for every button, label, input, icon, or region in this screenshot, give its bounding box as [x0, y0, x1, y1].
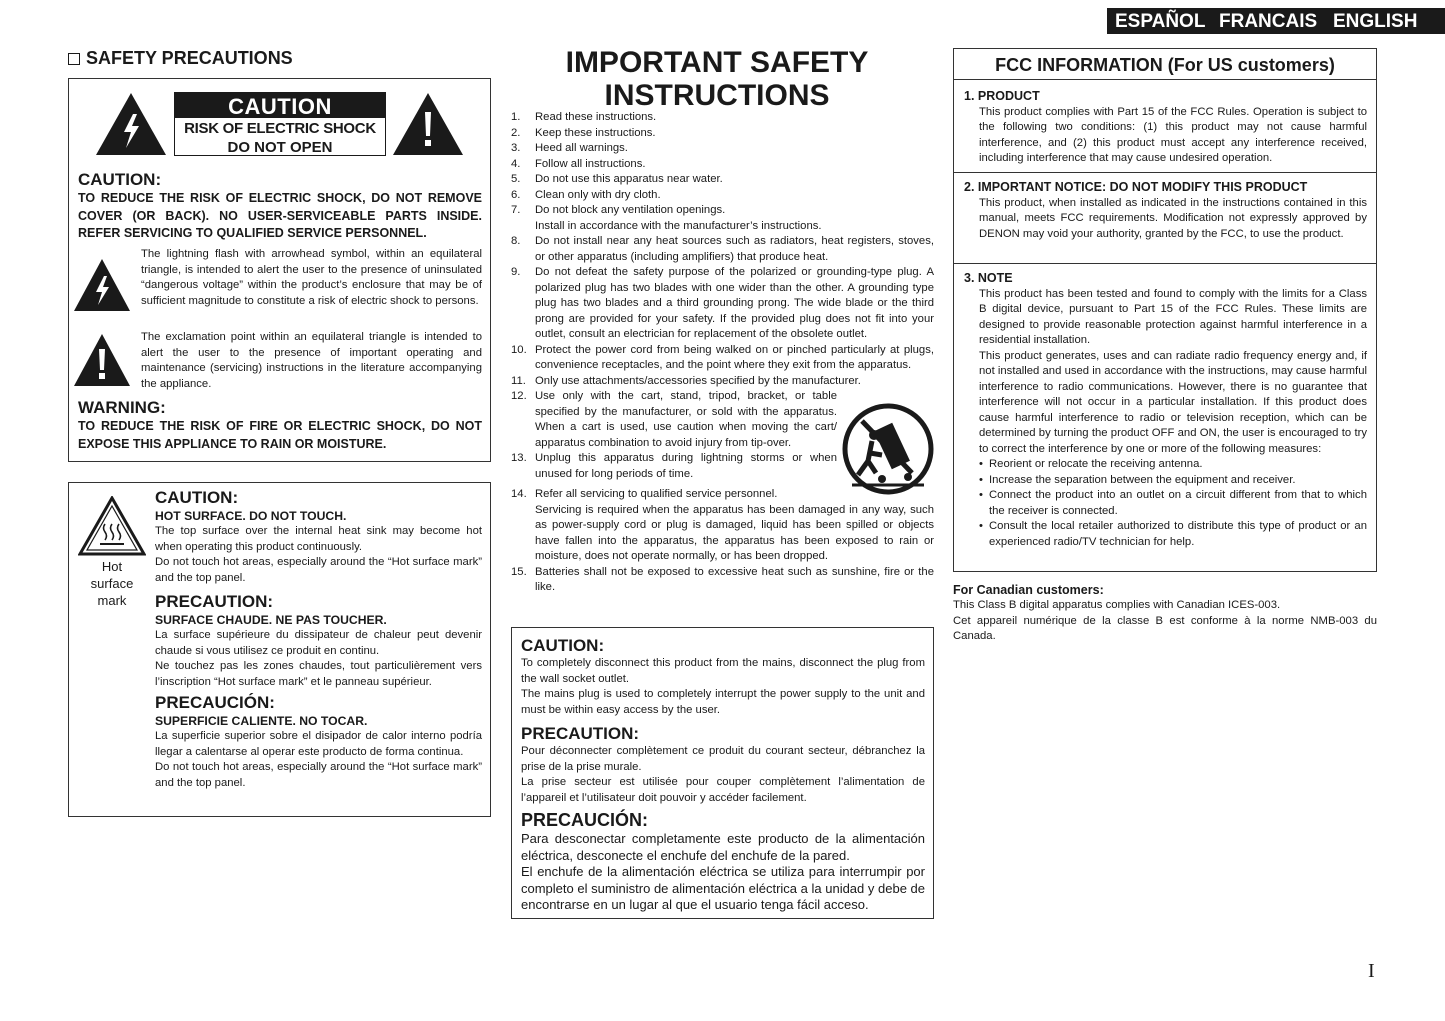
fcc-note-heading: 3. NOTE [964, 271, 1013, 285]
list-item: • Reorient or relocate the receiving antenna. [979, 458, 1203, 470]
page-number: I [1368, 960, 1375, 982]
exclamation-description: The exclamation point within an equilateral triangle is intended to alert the user to the presence of important operating and maintenance (servicing) instructions in the literature accompanying the appliance. [141, 331, 482, 390]
warning-heading: WARNING: [78, 398, 166, 417]
hot-surface-icon [78, 496, 146, 556]
hot-caution-p2: Do not touch hot areas, especially around the “Hot surface mark” and the top panel. [155, 556, 482, 584]
caution-block [78, 170, 482, 243]
list-item: 13. Unplug this apparatus during lightning storms or when unused for long periods of time. [511, 452, 837, 480]
list-item: 9. Do not defeat the safety purpose of the polarized or grounding-type plug. A polarized plug has two blades with one wider than the other. A grounding type plug has two blades and a third grounding prong. The wide blade or the third prong are provided for your safety. If the provided plug does not fit into your outlet, consult an electrician for replacement of the obsolete outlet. [511, 266, 934, 340]
list-item: 10. Protect the power cord from being walked on or pinched particularly at plugs, convenience receptacles, and the point where they exit from the apparatus. [511, 343, 934, 371]
lang-espanol: ESPAÑOL [1115, 11, 1206, 32]
fcc-product-heading: 1. PRODUCT [964, 89, 1040, 103]
language-bar [1107, 8, 1445, 34]
fcc-notice-section [964, 180, 1367, 242]
lightning-description: The lightning flash with arrowhead symbol, within an equilateral triangle, is intended to alert the user to the presence of uninsulated “dangerous voltage” within the product’s enclosure that may be of sufficient magnitude to constitute a risk of electric shock to persons. [141, 248, 482, 307]
exclamation-triangle-icon [73, 333, 131, 387]
hot-precaution-p2: Ne touchez pas les zones chaudes, tout particulièrement vers l’inscription “Hot surface mark” et le panneau supérieur. [155, 660, 482, 688]
fcc-title: FCC INFORMATION (For US customers) [953, 48, 1377, 80]
lang-english: ENGLISH [1333, 11, 1418, 32]
mains-precaution-heading: PRECAUTION: [521, 724, 640, 743]
caution-heading: CAUTION: [78, 170, 162, 189]
instructions-title: IMPORTANT SAFETY INSTRUCTIONS [565, 46, 869, 112]
fcc-notice-text: This product, when installed as indicated in the instructions contained in this manual, meets FCC requirements. Modification not expressly approved by DENON may void your authority, granted by the FCC, to use the product. [979, 196, 1367, 240]
hot-precaution-sub: SURFACE CHAUDE. NE PAS TOUCHER. [155, 613, 387, 627]
mains-caution-text [521, 636, 925, 914]
hot-caution-sub: HOT SURFACE. DO NOT TOUCH. [155, 509, 347, 523]
mains-precaution-p2: La prise secteur est utilisée pour couper complètement l’alimentation de l’appareil et l’utilisateur doit pouvoir y accéder facilement. [521, 776, 925, 804]
list-item: 4. Follow all instructions. [511, 157, 646, 170]
lang-francais: FRANCAIS [1219, 11, 1318, 32]
hot-precaution-heading: PRECAUTION: [155, 592, 274, 611]
list-item: 3. Heed all warnings. [511, 142, 628, 154]
canada-fr: Cet appareil numérique de la classe B est conforme à la norme NMB-003 du Canada. [953, 614, 1377, 642]
exclamation-warning-icon [392, 92, 464, 156]
cart-warning-icon [842, 403, 934, 495]
mains-caution-p2: The mains plug is used to completely interrupt the power supply to the unit and must be within easy access by the user. [521, 688, 925, 716]
list-item: • Connect the product into an outlet on a circuit different from that to which the receiver is connected. [979, 489, 1367, 517]
list-item: 2. Keep these instructions. [511, 126, 656, 139]
fcc-note-p1: This product has been tested and found to comply with the limits for a Class B digital device, pursuant to Part 15 of the FCC Rules. These limits are designed to provide reasonable protection against harmful interference in a residential installation. [979, 287, 1367, 346]
mains-caution-heading: CAUTION: [521, 636, 605, 655]
lightning-warning-icon [95, 92, 167, 156]
hot-precaution-p1: La surface supérieure du dissipateur de chaleur peut devenir chaude si vous utilisez ce produit en continu. [155, 629, 482, 657]
checkbox-square-icon [68, 53, 80, 65]
hot-precaucion-sub: SUPERFICIE CALIENTE. NO TOCAR. [155, 714, 368, 728]
fcc-product-section [964, 89, 1367, 167]
list-item: 11. Only use attachments/accessories specified by the manufacturer. [511, 374, 861, 387]
hot-precaucion-p1: La superficie superior sobre el disipador de calor interno podría llegar a calentarse al operar este producto de forma continua. [155, 730, 482, 758]
hot-precaucion-heading: PRECAUCIÓN: [155, 693, 275, 712]
canada-heading: For Canadian customers: [953, 583, 1104, 597]
list-item: 6. Clean only with dry cloth. [511, 188, 661, 201]
list-item: • Consult the local retailer authorized to distribute this type of product or an experienced radio/TV technician for help. [979, 520, 1367, 548]
list-item: 8. Do not install near any heat sources such as radiators, heat registers, stoves, or other apparatus (including amplifiers) that produce heat. [511, 235, 934, 263]
list-item: 1. Read these instructions. [511, 111, 657, 123]
list-item: 7. Do not block any ventilation openings. Install in accordance with the manufacturer’s instructions. [511, 204, 822, 232]
mains-precaucion-p1: Para desconectar completamente este producto de la alimentación eléctrica, desconecte el enchufe del enchufe de la pared. [521, 831, 925, 863]
fcc-note-section [964, 271, 1367, 550]
fcc-product-text: This product complies with Part 15 of the FCC Rules. Operation is subject to the following two conditions: (1) this product may not cause harmful interference, and (2) this product must accept any interference received, including interference that may cause undesired operation. [979, 105, 1367, 164]
instructions-list [511, 110, 934, 596]
caution-label-line2: DO NOT OPEN [227, 139, 333, 156]
list-item: 15. Batteries shall not be exposed to excessive heat such as sunshine, fire or the like. [511, 565, 934, 593]
lightning-triangle-icon [73, 258, 131, 312]
caution-text: TO REDUCE THE RISK OF ELECTRIC SHOCK, DO NOT REMOVE COVER (OR BACK). NO USER-SERVICEABLE PARTS INSIDE. REFER SERVICING TO QUALIFIED SERVICE PERSONNEL. [78, 191, 482, 240]
mains-caution-p1: To completely disconnect this product from the mains, disconnect the plug from the wall socket outlet. [521, 657, 925, 685]
fcc-divider [953, 263, 1377, 264]
hot-caution-p1: The top surface over the internal heat sink may become hot when operating this product continuously. [155, 525, 482, 553]
hot-caution-heading: CAUTION: [155, 488, 239, 507]
list-item: • Increase the separation between the equipment and receiver. [979, 473, 1296, 486]
fcc-notice-heading: 2. IMPORTANT NOTICE: DO NOT MODIFY THIS PRODUCT [964, 180, 1308, 194]
mains-precaucion-p2: El enchufe de la alimentación eléctrica se utiliza para interrumpir por completo el suministro de alimentación eléctrica a la unidad y debe de encontrarse en un lugar al que el usuario tenga fácil acceso. [521, 864, 925, 912]
caution-label-heading: CAUTION [175, 93, 385, 118]
mains-precaution-p1: Pour déconnecter complètement ce produit du courant secteur, débranchez la prise de la prise murale. [521, 745, 925, 773]
mains-precaucion-heading: PRECAUCIÓN: [521, 810, 649, 830]
list-item: 14. Refer all servicing to qualified service personnel. Servicing is required when the apparatus has been damaged in any way, such as power-supply cord or plug is damaged, liquid has been spilled or objects have fallen into the apparatus, the apparatus has been exposed to rain or moisture, does not operate normally, or has been dropped. [511, 488, 934, 562]
canada-section [953, 582, 1377, 645]
caution-label [174, 92, 386, 156]
hot-precaucion-p2: Do not touch hot areas, especially around the “Hot surface mark” and the top panel. [155, 761, 482, 789]
warning-text: TO REDUCE THE RISK OF FIRE OR ELECTRIC SHOCK, DO NOT EXPOSE THIS APPLIANCE TO RAIN OR MOISTURE. [78, 419, 482, 451]
safety-precautions-title: SAFETY PRECAUTIONS [68, 48, 293, 69]
caution-label-line1: RISK OF ELECTRIC SHOCK [184, 120, 376, 137]
list-item: 12. Use only with the cart, stand, tripod, bracket, or table specified by the manufacturer, or sold with the apparatus. When a cart is used, use caution when moving the cart/ apparatus combination to avoid injury from tip-over. [511, 390, 837, 449]
hot-surface-text [155, 488, 482, 791]
canada-en: This Class B digital apparatus complies with Canadian ICES-003. [953, 599, 1281, 611]
fcc-divider [953, 172, 1377, 173]
fcc-note-p2: This product generates, uses and can radiate radio frequency energy and, if not installed and used in accordance with the instructions, may cause harmful interference to radio communications. However, there is no guarantee that interference will not occur in a particular installation. If this product does cause harmful interference to radio or television reception, which can be determined by turning the product OFF and ON, the user is encouraged to try to correct the interference by one or more of the following measures: [979, 349, 1367, 455]
list-item: 5. Do not use this apparatus near water. [511, 173, 723, 185]
warning-block [78, 398, 482, 453]
hot-surface-mark-label: Hot surface mark [90, 559, 134, 608]
